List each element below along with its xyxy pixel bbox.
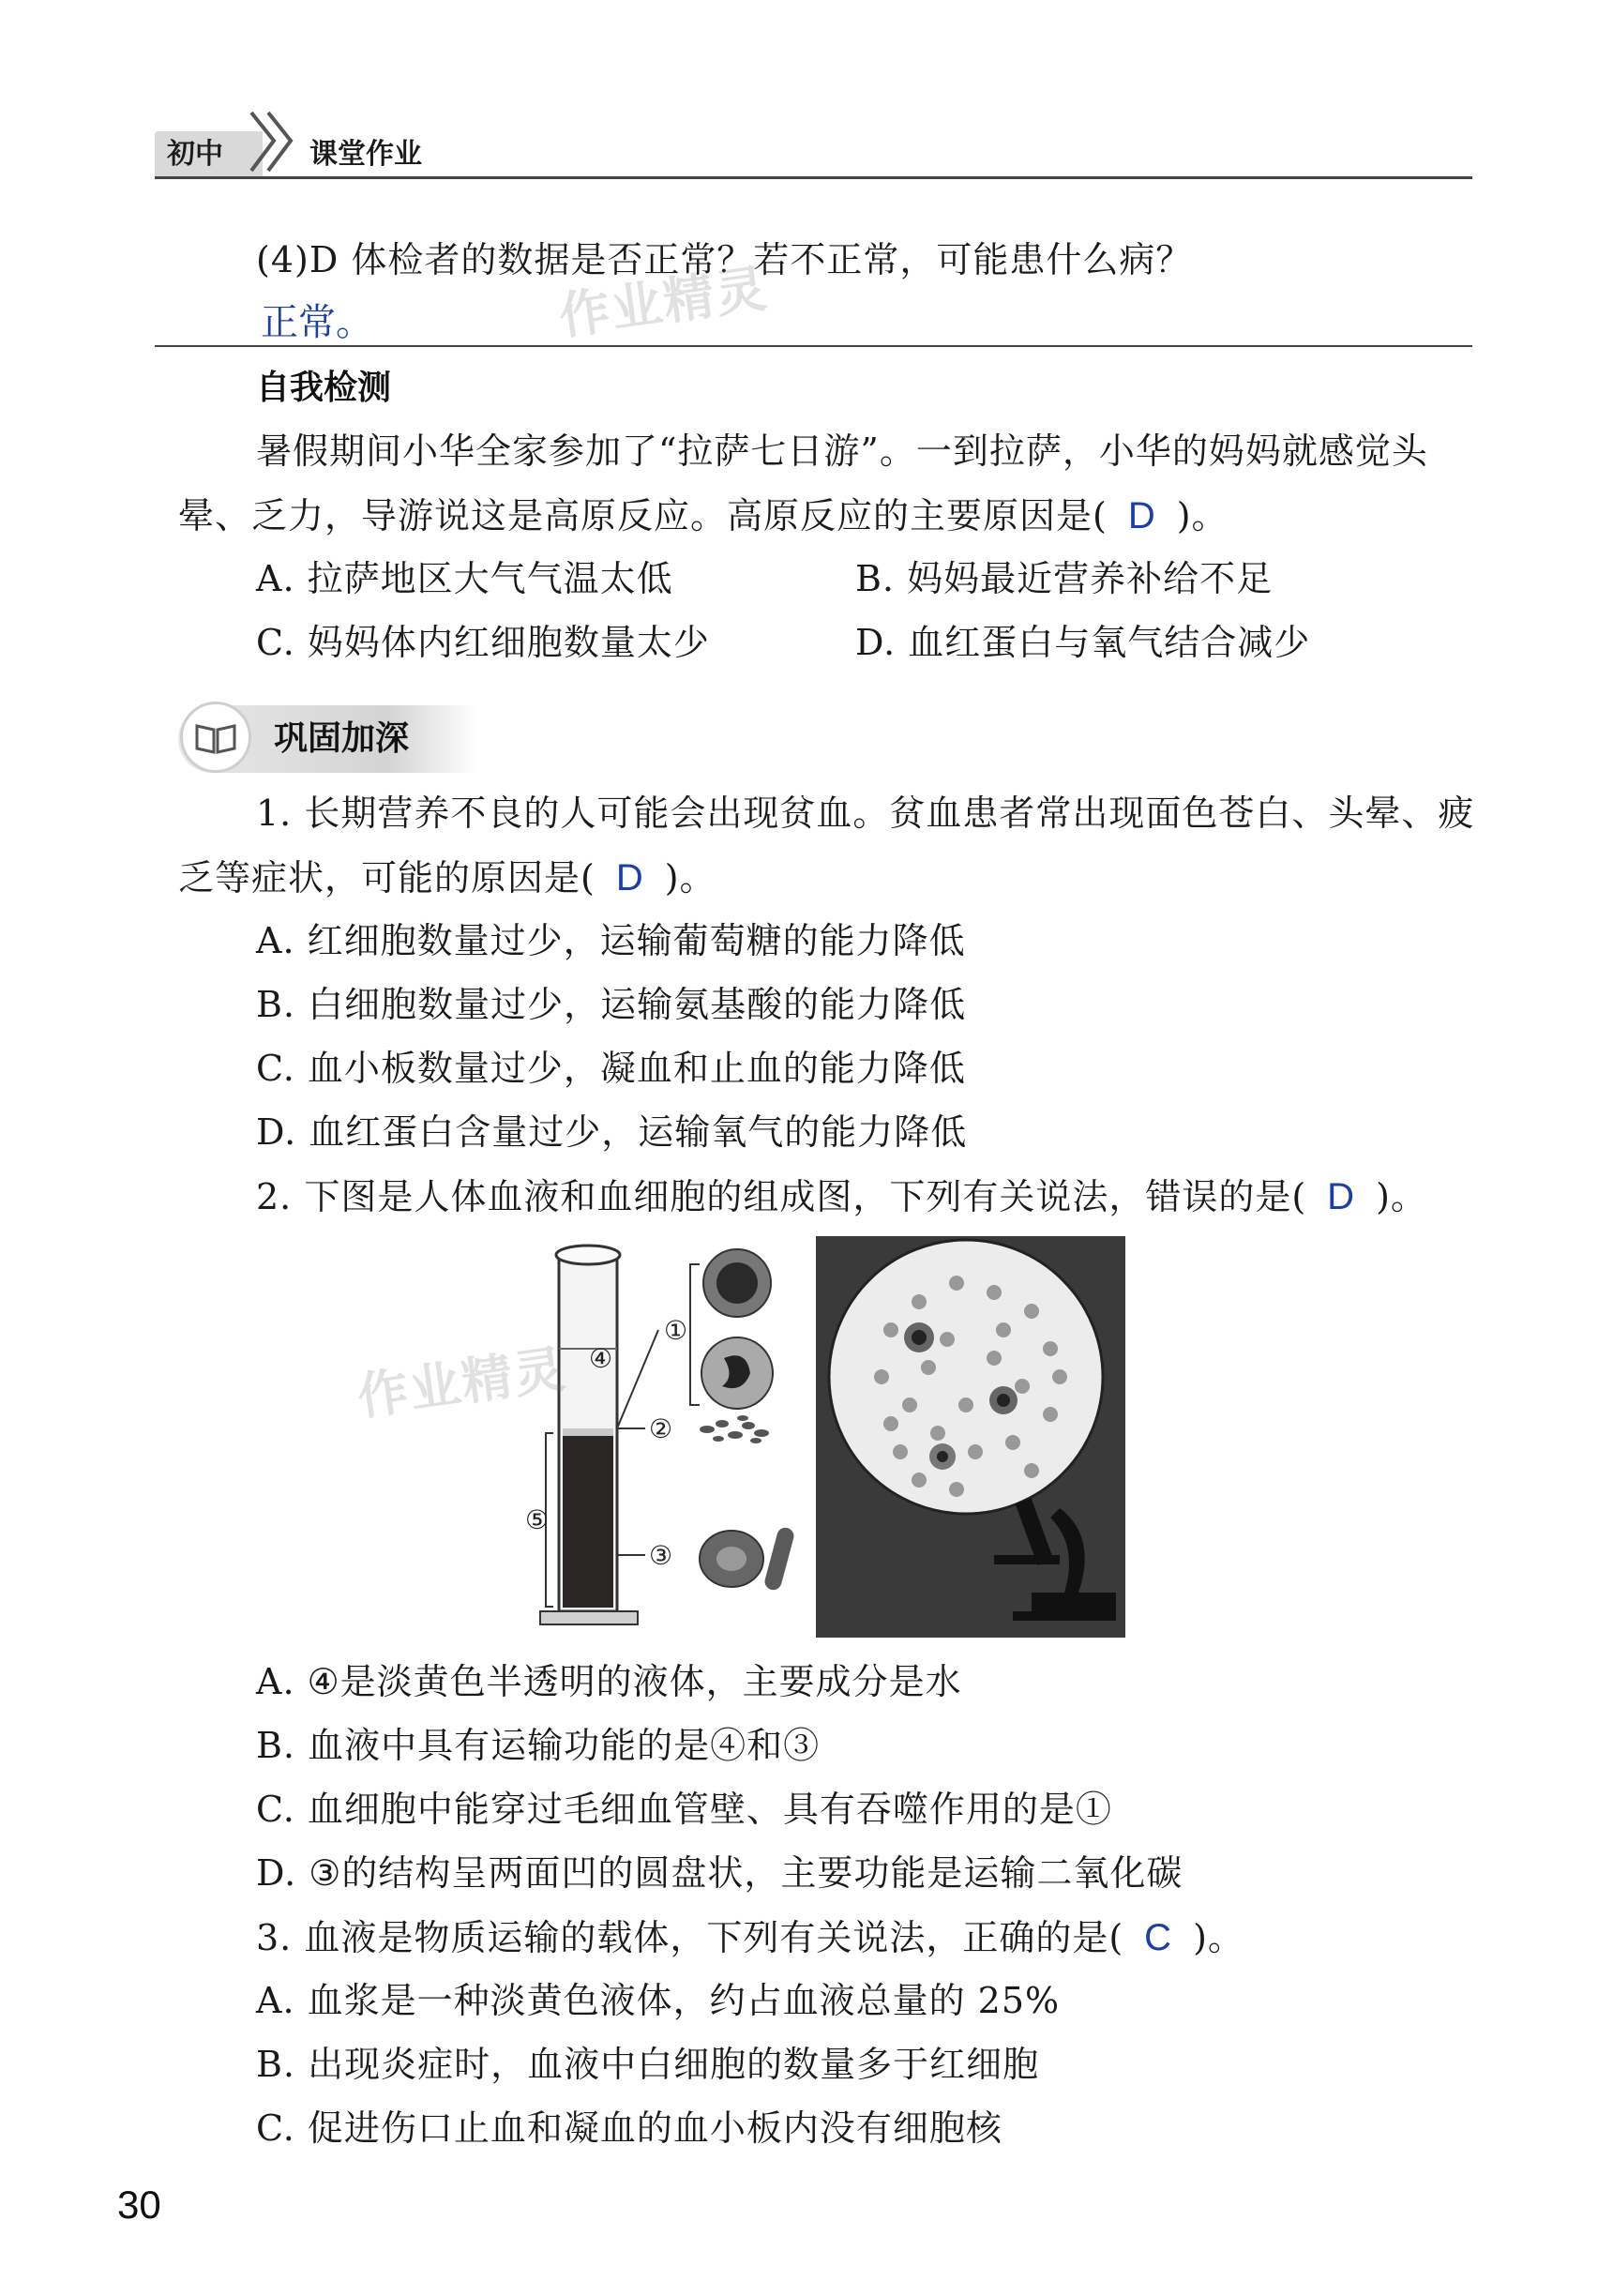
question-3-answer: C xyxy=(1144,1917,1173,1958)
white-blood-cell-2 xyxy=(701,1337,773,1409)
question-2-option-b: B. 血液中具有运输功能的是④和③ xyxy=(256,1725,821,1766)
question-1-option-a: A. 红细胞数量过少，运输葡萄糖的能力降低 xyxy=(256,920,966,961)
label-5: ⑤ xyxy=(525,1504,550,1535)
self-test-answer: D xyxy=(1127,495,1156,536)
self-test-option-a: A. 拉萨地区大气气温太低 xyxy=(256,558,673,599)
question-1-option-b: B. 白细胞数量过少，运输氨基酸的能力降低 xyxy=(256,984,967,1025)
question-1-line2 xyxy=(178,859,716,897)
label-3: ③ xyxy=(649,1540,673,1571)
self-test-option-b: B. 妈妈最近营养补给不足 xyxy=(855,558,1274,599)
question-2-stem-pre: 2. 下图是人体血液和血细胞的组成图，下列有关说法，错误的是( xyxy=(256,1176,1307,1217)
question-1-option-c: C. 血小板数量过少，凝血和止血的能力降低 xyxy=(256,1048,966,1089)
question-2-answer: D xyxy=(1327,1176,1356,1217)
graduated-cylinder xyxy=(540,1246,638,1624)
label-1: ① xyxy=(664,1315,688,1346)
question-2-option-d: D. ③的结构呈两面凹的圆盘状，主要功能是运输二氧化碳 xyxy=(256,1852,1183,1894)
self-test-stem-line2 xyxy=(178,497,1229,535)
page-number: 30 xyxy=(117,2183,161,2227)
header-rule xyxy=(155,176,1472,179)
double-chevron-icon xyxy=(246,105,298,178)
question-1-line1: 1. 长期营养不良的人可能会出现贫血。贫血患者常出现面色苍白、头晕、疲 xyxy=(256,793,1475,834)
watermark-figure: 作业精灵 xyxy=(354,1338,570,1427)
label-2: ② xyxy=(649,1413,673,1444)
question-1-stem-post: )。 xyxy=(664,857,716,899)
self-test-heading: 自我检测 xyxy=(256,369,392,407)
section-title: 巩固加深 xyxy=(274,719,410,758)
header-level-label: 初中 xyxy=(167,138,223,171)
question-1-stem-pre: 乏等症状，可能的原因是( xyxy=(178,857,595,899)
question-1-option-d: D. 血红蛋白含量过少，运输氧气的能力降低 xyxy=(256,1111,968,1153)
self-test-stem-pre: 晕、乏力，导游说这是高原反应。高原反应的主要原因是( xyxy=(178,495,1108,536)
question-3-stem-pre: 3. 血液是物质运输的载体，下列有关说法，正确的是( xyxy=(256,1917,1124,1958)
red-blood-cell xyxy=(700,1526,795,1592)
question-3-option-c: C. 促进伤口止血和凝血的血小板内没有细胞核 xyxy=(256,2107,1003,2149)
question-4-text: (4)D 体检者的数据是否正常？若不正常，可能患什么病？ xyxy=(256,239,1193,280)
label-4: ④ xyxy=(589,1343,613,1374)
question-3-option-b: B. 出现炎症时，血液中白细胞的数量多于红细胞 xyxy=(256,2044,1040,2085)
blood-composition-figure xyxy=(525,1236,1125,1638)
question-4-answer: 正常。 xyxy=(261,302,373,343)
watermark-top: 作业精灵 xyxy=(555,258,772,347)
question-2-stem xyxy=(256,1178,1427,1216)
question-2-option-c: C. 血细胞中能穿过毛细血管壁、具有吞噬作用的是① xyxy=(256,1789,1112,1830)
self-test-stem-post: )。 xyxy=(1176,495,1229,536)
self-test-option-d: D. 血红蛋白与氧气结合减少 xyxy=(855,622,1311,663)
self-test-stem-line1: 暑假期间小华全家参加了“拉萨七日游”。一到拉萨，小华的妈妈就感觉头 xyxy=(256,430,1428,472)
open-book-icon xyxy=(191,715,240,760)
question-2-stem-post: )。 xyxy=(1376,1176,1427,1217)
question-3-stem-post: )。 xyxy=(1193,1917,1244,1958)
platelets xyxy=(700,1415,769,1443)
question-3-option-a: A. 血浆是一种淡黄色液体，约占血液总量的 25% xyxy=(256,1980,1061,2021)
self-test-option-c: C. 妈妈体内红细胞数量太少 xyxy=(256,622,710,663)
question-1-answer: D xyxy=(615,857,644,899)
header-book-title: 课堂作业 xyxy=(309,138,422,171)
question-3-stem xyxy=(256,1919,1244,1956)
question-2-option-a: A. ④是淡黄色半透明的液体，主要成分是水 xyxy=(256,1661,962,1702)
divider-rule xyxy=(155,345,1472,347)
microscope-view-panel xyxy=(816,1236,1125,1638)
white-blood-cell-1 xyxy=(703,1249,771,1317)
